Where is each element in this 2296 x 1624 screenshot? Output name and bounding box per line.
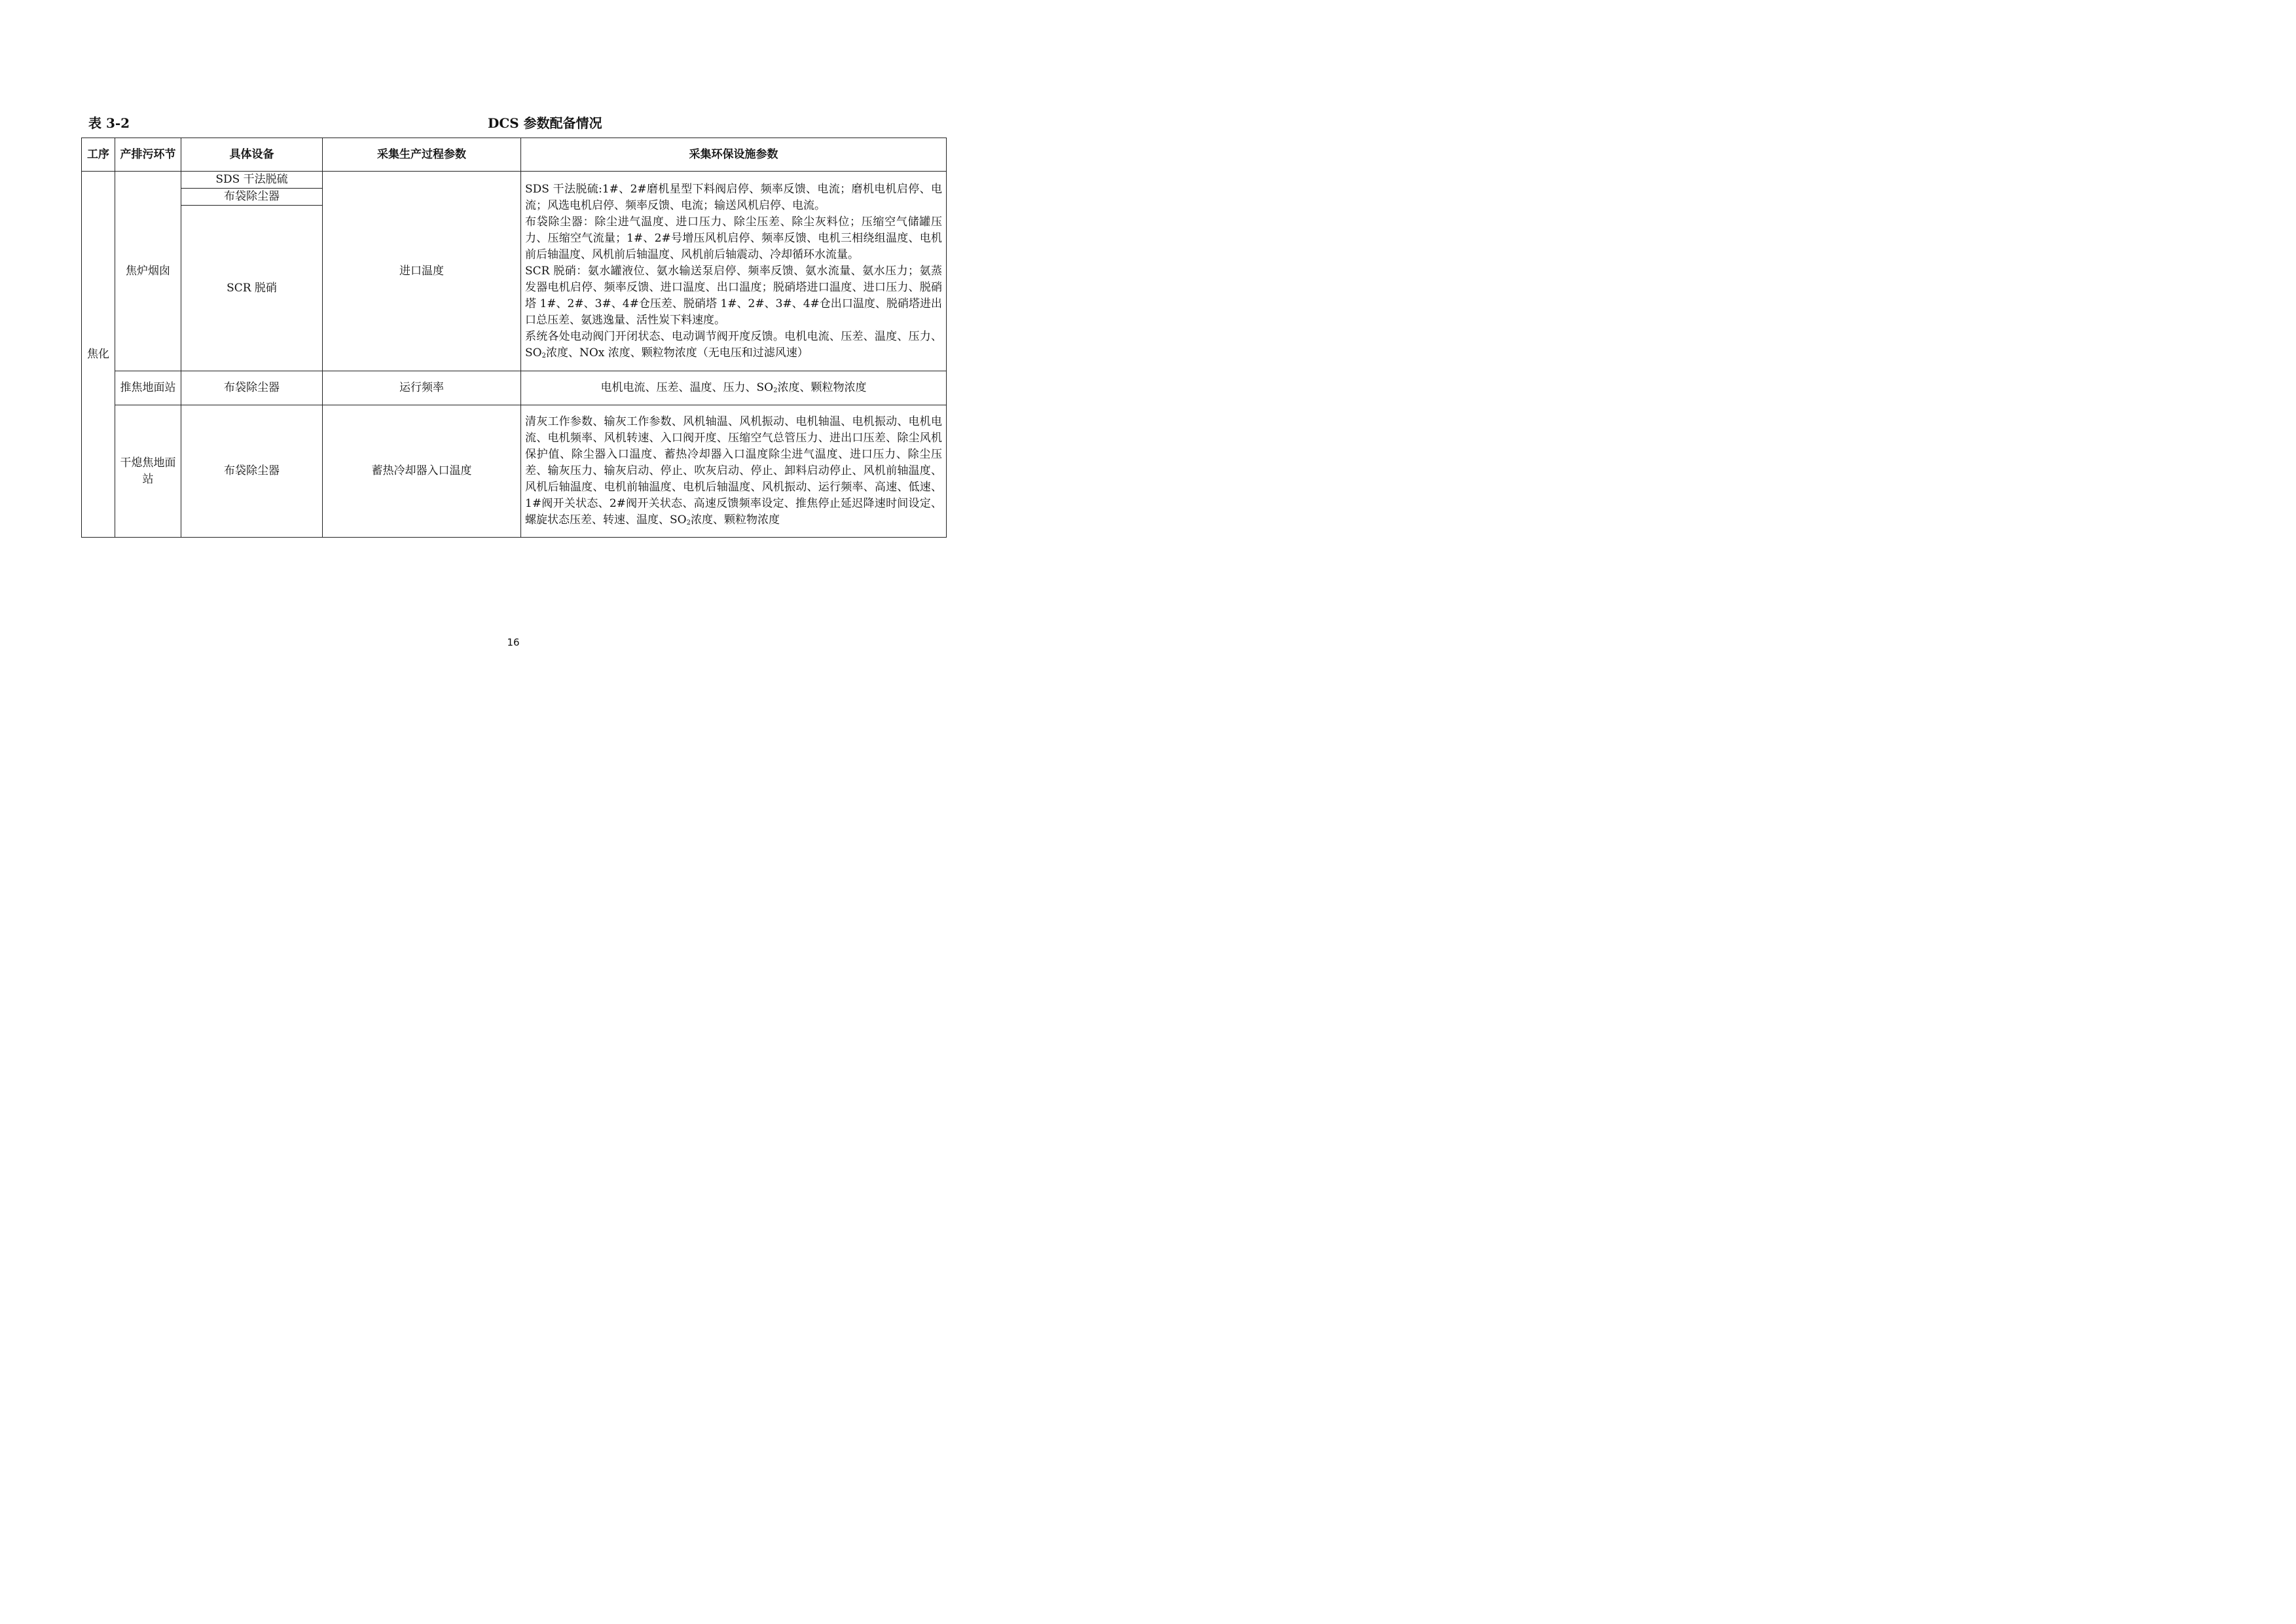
production-params-cell: 运行频率 <box>323 371 521 405</box>
table-number: 表 3-2 <box>88 115 130 131</box>
so2-base: SO <box>670 513 687 526</box>
env-segment-sds: SDS 干法脱硫:1#、2#磨机星型下料阀启停、频率反馈、电流；磨机电机启停、电流；风选电机启停、频率反馈、电流；输送风机启停、电流。 <box>525 182 942 212</box>
so2-formula <box>670 513 691 526</box>
table-title: DCS 参数配备情况 <box>488 115 602 131</box>
stage-cell: 推焦地面站 <box>115 371 181 405</box>
so2-subscript: 2 <box>773 387 778 394</box>
device-cell: SCR 脱硝 <box>181 206 323 371</box>
table-header-row <box>82 138 947 172</box>
header-stage: 产排污环节 <box>115 138 181 172</box>
so2-subscript: 2 <box>541 352 546 360</box>
device-cell: SDS 干法脱硫 <box>181 172 323 189</box>
so2-formula <box>757 381 778 394</box>
device-cell: 布袋除尘器 <box>181 405 323 538</box>
device-cell: 布袋除尘器 <box>181 189 323 206</box>
so2-base: SO <box>756 381 774 394</box>
env-params-cell <box>521 405 947 538</box>
env-params-cell <box>521 371 947 405</box>
process-cell: 焦化 <box>82 172 115 538</box>
env-text-tail: 浓度、颗粒物浓度 <box>777 381 867 394</box>
header-device: 具体设备 <box>181 138 323 172</box>
env-segment-system <box>525 329 942 361</box>
production-params-cell: 蓄热冷却器入口温度 <box>323 405 521 538</box>
header-process: 工序 <box>82 138 115 172</box>
so2-subscript: 2 <box>686 519 691 526</box>
env-text-tail: 浓度、颗粒物浓度 <box>690 513 780 526</box>
page-number: 16 <box>507 637 520 648</box>
env-text: 清灰工作参数、输灰工作参数、风机轴温、风机振动、电机轴温、电机振动、电机电流、电机频率、风机转速、入口阀开度、压缩空气总管压力、进出口压差、除尘风机保护值、除尘器入口温度、蓄热冷却器入口温度除尘进气温度、进口压力、除尘压差、输灰压力、输灰启动、停止、吹灰启动、停止、卸料启动停止、风机前轴温度、风机后轴温度、电机前轴温度、电机后轴温度、风机振动、运行频率、高速、低速、1#阀开关状态、2#阀开关状态、高速反馈频率设定、推焦停止延迟降速时间设定、螺旋状态压差、转速、温度、 <box>525 415 942 526</box>
stage-cell: 干熄焦地面站 <box>115 405 181 538</box>
device-cell: 布袋除尘器 <box>181 371 323 405</box>
header-env-params: 采集环保设施参数 <box>521 138 947 172</box>
env-text-tail: 浓度、NOx 浓度、颗粒物浓度（无电压和过滤风速） <box>545 346 809 360</box>
so2-base: SO <box>525 346 542 360</box>
env-text: 电机电流、压差、温度、压力、 <box>600 381 757 394</box>
table-row <box>82 405 947 538</box>
table-row <box>82 172 947 189</box>
env-params-cell <box>521 172 947 371</box>
table-row <box>82 371 947 405</box>
header-production-params: 采集生产过程参数 <box>323 138 521 172</box>
env-segment-baghouse: 布袋除尘器：除尘进气温度、进口压力、除尘压差、除尘灰料位；压缩空气储罐压力、压缩空气流量；1#、2#号增压风机启停、频率反馈、电机三相绕组温度、电机前后轴温度、风机前后轴温度、风机前后轴震动、冷却循环水流量。 <box>525 215 942 261</box>
dcs-parameter-table <box>81 138 947 538</box>
so2-formula <box>525 346 546 360</box>
env-segment-scr: SCR 脱硝：氨水罐液位、氨水输送泵启停、频率反馈、氨水流量、氨水压力；氨蒸发器电机启停、频率反馈、进口温度、出口温度；脱硝塔进口温度、进口压力、脱硝塔 1#、2#、3#、4#仓压差、脱硝塔 1#、2#、3#、4#仓出口温度、脱硝塔进出口总压差、氨逃逸量、活性炭下料速度。 <box>525 264 942 327</box>
env-text: 系统各处电动阀门开闭状态、电动调节阀开度反馈。电机电流、压差、温度、压力、 <box>525 329 942 343</box>
production-params-cell: 进口温度 <box>323 172 521 371</box>
stage-cell: 焦炉烟囱 <box>115 172 181 371</box>
